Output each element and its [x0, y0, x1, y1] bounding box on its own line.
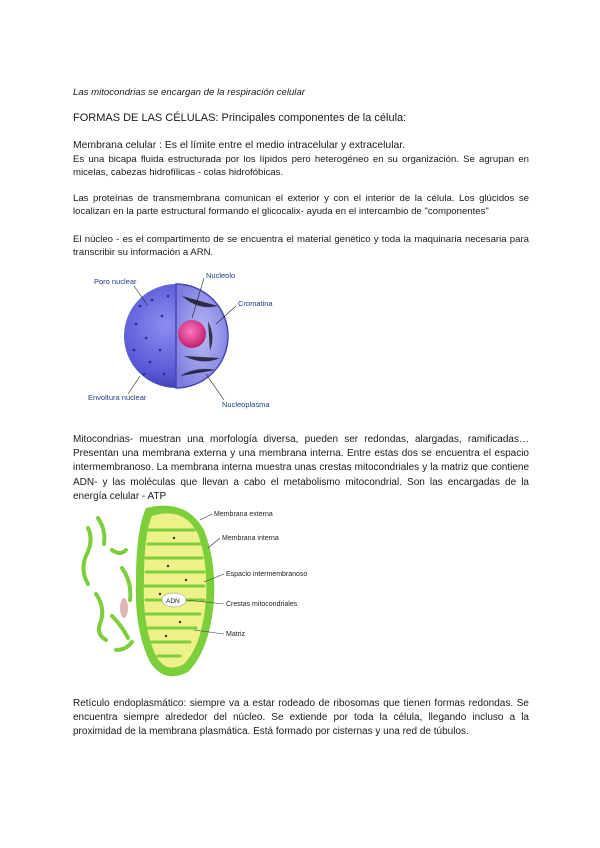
label-envoltura-nuclear: Envoltura nuclear: [88, 393, 147, 402]
proteins-paragraph: Las proteínas de transmembrana comunican el exterior y con el interior de la célula. Los glúcidos se localizan en la parte estructural formando el glicocalix- ayuda en el intercambio de "componentes": [73, 193, 529, 218]
label-adn: ADN: [166, 598, 180, 605]
label-espacio-intermembranoso: Espacio intermembranoso: [226, 571, 308, 578]
reticulo-paragraph: Retículo endoplasmático: siempre va a estar rodeado de ribosomas que tienen formas redondas. Se encuentra siempre alrededor del núcleo. Se extiende por toda la célula, llegando incluso a la proximidad de la membrana plasmática. Está formado por cisternas y una red de túbulos.: [73, 698, 529, 738]
label-nucleoplasma: Nucleoplasma: [222, 400, 270, 409]
nucleolus-shape: [178, 320, 206, 348]
membrane-line-1: Membrana celular : Es el límite entre el medio intracelular y extracelular.: [73, 140, 406, 151]
label-poro-nuclear: Poro nuclear: [94, 277, 137, 286]
label-membrana-interna: Membrana interna: [222, 535, 279, 542]
membrane-line-2: Es una bicapa fluida estructurada por los lípidos pero heterogéneo en su organización. Se agrupan en micelas, cabezas hidrofílicas - colas hidrofóbicas.: [73, 154, 529, 179]
branched-mitochondria: [83, 518, 132, 650]
nucleus-diagram: [88, 266, 288, 416]
label-cromatina: Cromatina: [238, 299, 273, 308]
label-matriz: Matriz: [226, 631, 246, 638]
nucleus-paragraph: El núcleo - es el compartimento de se encuentra el material genético y toda la maquinaria necesaria para transcribir su información a ARN.: [73, 234, 529, 259]
mitochondria-diagram: [76, 500, 366, 685]
membrane-spot: [120, 598, 128, 618]
subtitle: Las mitocondrias se encargan de la respiración celular: [73, 87, 305, 98]
mitochondria-paragraph: Mitocondrias- muestran una morfología diversa, pueden ser redondas, alargadas, ramificadas… Presentan una membrana externa y una membrana interna. Entre estas dos se encuentra el espacio intermembranoso. La membrana interna muestra unas crestas mitocondriales y la matriz que contiene ADN- y las moléculas que llevan a cabo el metabolismo mitocondrial. Son las encargadas de la energía celular - ATP: [73, 434, 529, 502]
section-heading: FORMAS DE LAS CÉLULAS: Principales componentes de la célula:: [73, 112, 407, 124]
label-membrana-externa: Membrana externa: [214, 511, 273, 518]
label-crestas-mitocondriales: Crestas mitocondriales: [226, 601, 298, 608]
label-nucleolo: Nucleolo: [206, 271, 236, 280]
